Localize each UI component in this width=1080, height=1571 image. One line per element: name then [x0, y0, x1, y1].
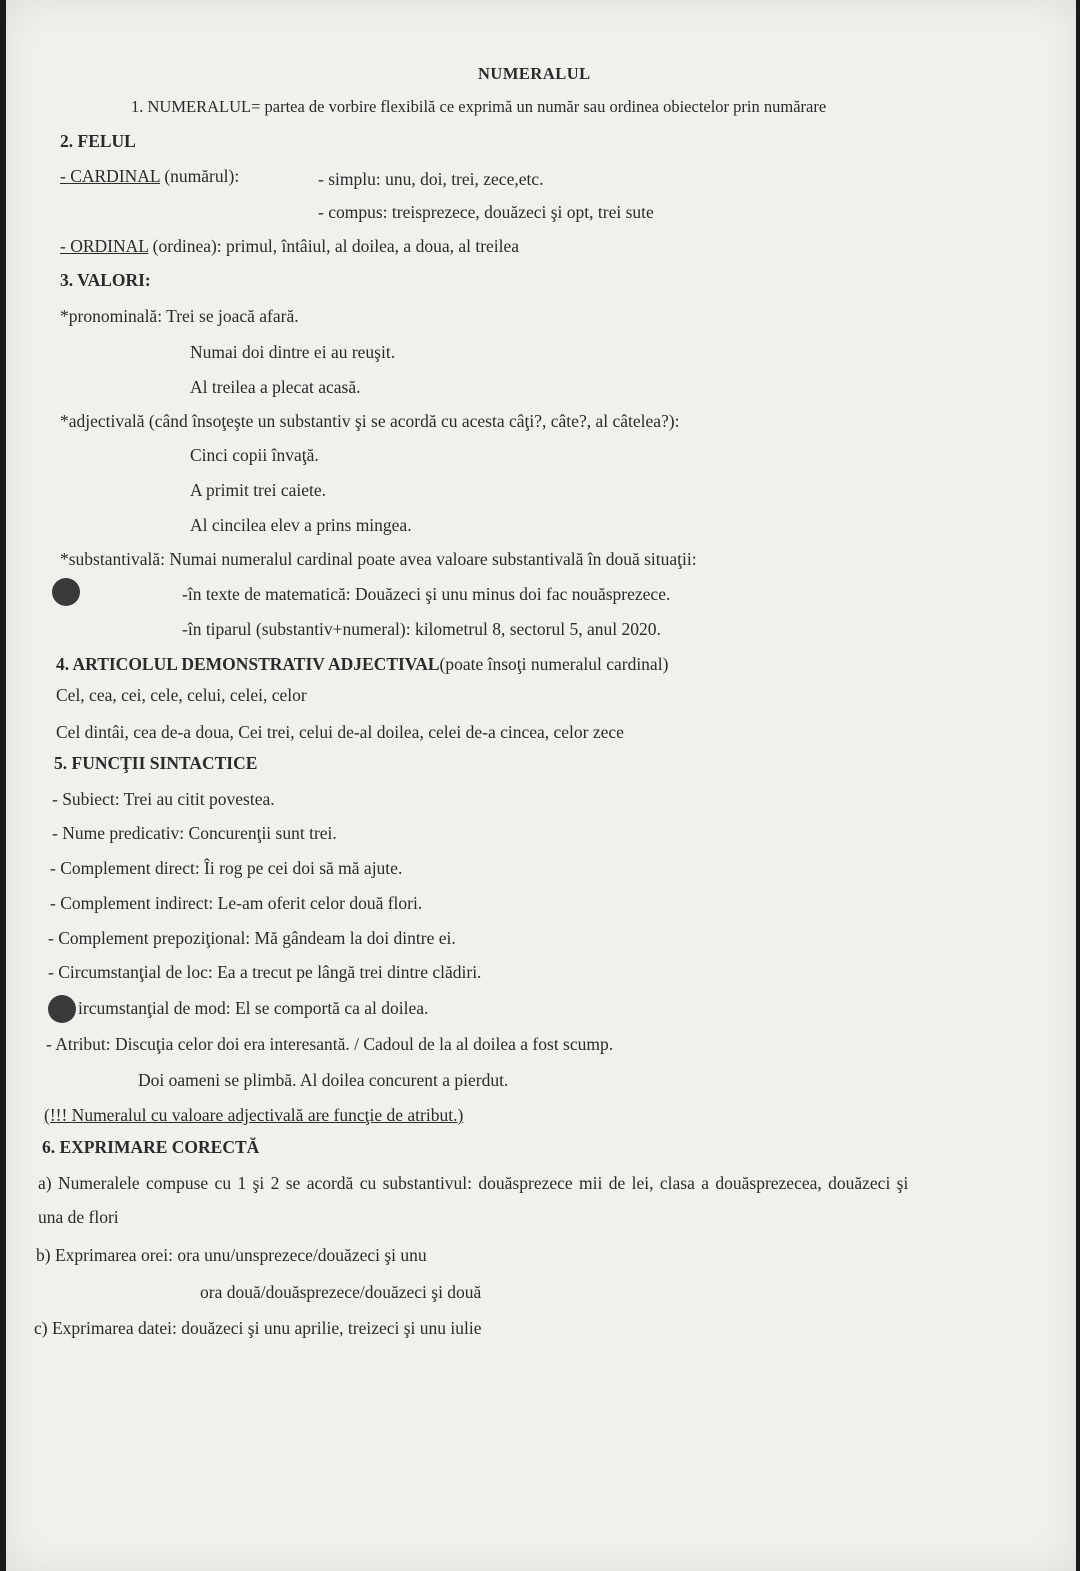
functie-atribut: - Atribut: Discuţia celor doi era interesantă. / Cadoul de la al doilea a fost scump. — [46, 1034, 614, 1054]
ordinal-rest: (ordinea): primul, întâiul, al doilea, a doua, al treilea — [148, 236, 520, 256]
articol-heading-bold: 4. ARTICOLUL DEMONSTRATIV ADJECTIVAL — [56, 654, 440, 674]
section-exprimare-heading: 6. EXPRIMARE CORECTĂ — [42, 1137, 260, 1157]
valoare-substantivala: *substantivală: Numai numeralul cardinal poate avea valoare substantivală în două situaţii: — [60, 549, 697, 569]
definition: 1. NUMERALUL= partea de vorbire flexibilă ce exprimă un număr sau ordinea obiectelor prin numărare — [131, 97, 827, 116]
functie-complement-prepozitional: - Complement prepoziţional: Mă gândeam la doi dintre ei. — [48, 928, 456, 948]
functie-nume-predicativ: - Nume predicativ: Concurenţii sunt trei. — [52, 823, 337, 843]
page-title: NUMERALUL — [478, 64, 591, 83]
ink-blot — [48, 995, 76, 1023]
functie-subiect: - Subiect: Trei au citit povestea. — [52, 789, 275, 809]
cardinal-simplu: - simplu: unu, doi, trei, zece,etc. — [318, 169, 544, 189]
exprimare-a-line-1: a) Numeralele compuse cu 1 şi 2 se acordă cu substantivul: douăsprezece mii de lei, clasa a douăsprezecea, douăzeci şi — [38, 1173, 909, 1193]
ordinal-line — [60, 235, 519, 257]
valoare-pronominala: *pronominală: Trei se joacă afară. — [60, 306, 299, 326]
valoare-adjectivala: *adjectivală (când însoţeşte un substantiv şi se acordă cu acesta câţi?, câte?, al câtelea?): — [60, 411, 680, 431]
exprimare-b-line-2: ora două/douăsprezece/douăzeci şi două — [200, 1282, 482, 1302]
atribut-example: Doi oameni se plimbă. Al doilea concurent a pierdut. — [138, 1070, 509, 1090]
articol-forms: Cel, cea, cei, cele, celui, celei, celor — [56, 685, 307, 705]
cardinal-line — [60, 165, 239, 187]
section-valori-heading: 3. VALORI: — [60, 270, 151, 290]
functie-circumstantial-mod: ircumstanţial de mod: El se comportă ca al doilea. — [78, 998, 429, 1018]
atribut-note: (!!! Numeralul cu valoare adjectivală are funcţie de atribut.) — [44, 1105, 464, 1125]
articol-heading-rest: (poate însoţi numeralul cardinal) — [439, 654, 669, 674]
ink-blot — [52, 578, 80, 606]
ordinal-label: - ORDINAL — [60, 236, 149, 256]
functie-circumstantial-loc: - Circumstanţial de loc: Ea a trecut pe lângă trei dintre clădiri. — [48, 962, 482, 982]
section-felul-heading: 2. FELUL — [60, 131, 136, 151]
section-functii-heading: 5. FUNCŢII SINTACTICE — [54, 753, 258, 773]
cardinal-compus: - compus: treisprezece, douăzeci şi opt, trei sute — [318, 202, 654, 222]
adjectivala-example-3: Al cincilea elev a prins mingea. — [190, 515, 412, 535]
adjectivala-example-1: Cinci copii învaţă. — [190, 445, 319, 465]
exprimare-b-line-1: b) Exprimarea orei: ora unu/unsprezece/douăzeci şi unu — [36, 1245, 427, 1265]
functie-complement-direct: - Complement direct: Îi rog pe cei doi să mă ajute. — [50, 858, 403, 878]
substantivala-example-2: -în tiparul (substantiv+numeral): kilometrul 8, sectorul 5, anul 2020. — [182, 619, 661, 639]
document-page — [6, 0, 1076, 1571]
pronominala-example-2: Al treilea a plecat acasă. — [190, 377, 361, 397]
exprimare-c-line: c) Exprimarea datei: douăzeci şi unu aprilie, treizeci şi unu iulie — [34, 1318, 482, 1338]
cardinal-rest: (numărul): — [159, 166, 240, 186]
adjectivala-example-2: A primit trei caiete. — [190, 480, 327, 500]
substantivala-example-1: -în texte de matematică: Douăzeci şi unu minus doi fac nouăsprezece. — [182, 584, 671, 604]
articol-examples: Cel dintâi, cea de-a doua, Cei trei, celui de-al doilea, celei de-a cincea, celor zece — [56, 722, 624, 742]
functie-complement-indirect: - Complement indirect: Le-am oferit celor două flori. — [50, 893, 423, 913]
exprimare-a-line-2: una de flori — [38, 1207, 119, 1227]
cardinal-label: - CARDINAL — [60, 166, 160, 186]
pronominala-example-1: Numai doi dintre ei au reuşit. — [190, 342, 396, 362]
section-articol-heading — [56, 653, 668, 675]
